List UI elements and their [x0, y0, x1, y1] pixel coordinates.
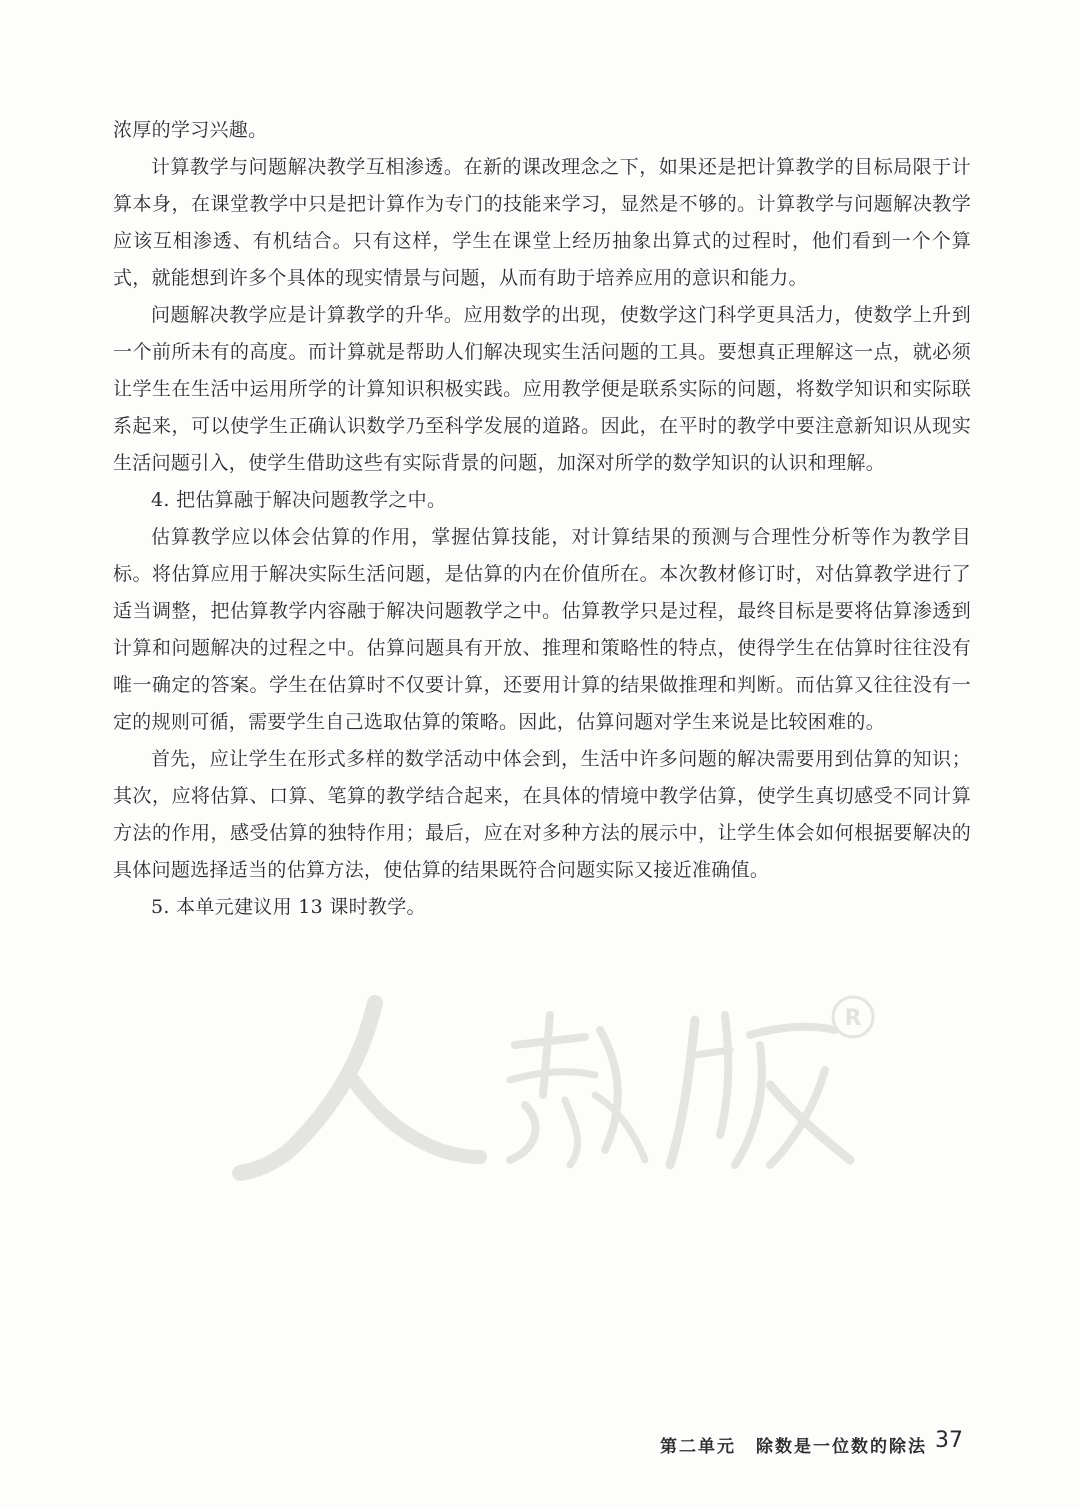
paragraph-2: 计算教学与问题解决教学互相渗透。在新的课改理念之下，如果还是把计算教学的目标局限于计算本身，在课堂教学中只是把计算作为专门的技能来学习，显然是不够的。计算教学与问题解决教学应该互相渗透、有机结合。只有这样，学生在课堂上经历抽象出算式的过程时，他们看到一个个算式，就能想到许多个具体的现实情景与问题，从而有助于培养应用的意识和能力。 — [113, 156, 971, 289]
footer-chapter-title: 除数是一位数的除法 — [756, 1437, 927, 1457]
paragraph-7-heading: 5. 本单元建议用 13 课时教学。 — [151, 896, 426, 918]
paragraph-6: 首先，应让学生在形式多样的数学活动中体会到，生活中许多问题的解决需要用到估算的知识；其次，应将估算、口算、笔算的教学结合起来，在具体的情境中教学估算，使学生真切感受不同计算方法的作用，感受估算的独特作用；最后，应在对多种方法的展示中，让学生体会如何根据要解决的具体问题选择适当的估算方法，使估算的结果既符合问题实际又接近准确值。 — [113, 748, 971, 881]
svg-text:R: R — [844, 1006, 862, 1031]
body-text — [113, 112, 971, 926]
page-footer — [660, 1426, 980, 1460]
paragraph-4-heading: 4. 把估算融于解决问题教学之中。 — [151, 489, 447, 511]
footer-unit-label: 第二单元 — [660, 1437, 736, 1457]
paragraph-3: 问题解决教学应是计算教学的升华。应用数学的出现，使数学这门科学更具活力，使数学上升到一个前所未有的高度。而计算就是帮助人们解决现实生活问题的工具。要想真正理解这一点，就必须让学生在生活中运用所学的计算知识积极实践。应用教学便是联系实际的问题，将数学知识和实际联系起来，可以使学生正确认识数学乃至科学发展的道路。因此，在平时的教学中要注意新知识从现实生活问题引入，使学生借助这些有实际背景的问题，加深对所学的数学知识的认识和理解。 — [113, 304, 971, 474]
publisher-watermark-logo — [225, 975, 905, 1185]
page-number: 37 — [935, 1428, 963, 1453]
paragraph-5: 估算教学应以体会估算的作用，掌握估算技能，对计算结果的预测与合理性分析等作为教学目标。将估算应用于解决实际生活问题，是估算的内在价值所在。本次教材修订时，对估算教学进行了适当调整，把估算教学内容融于解决问题教学之中。估算教学只是过程，最终目标是要将估算渗透到计算和问题解决的过程之中。估算问题具有开放、推理和策略性的特点，使得学生在估算时往往没有唯一确定的答案。学生在估算时不仅要计算，还要用计算的结果做推理和判断。而估算又往往没有一定的规则可循，需要学生自己选取估算的策略。因此，估算问题对学生来说是比较困难的。 — [113, 526, 971, 733]
paragraph-1: 浓厚的学习兴趣。 — [113, 119, 268, 141]
